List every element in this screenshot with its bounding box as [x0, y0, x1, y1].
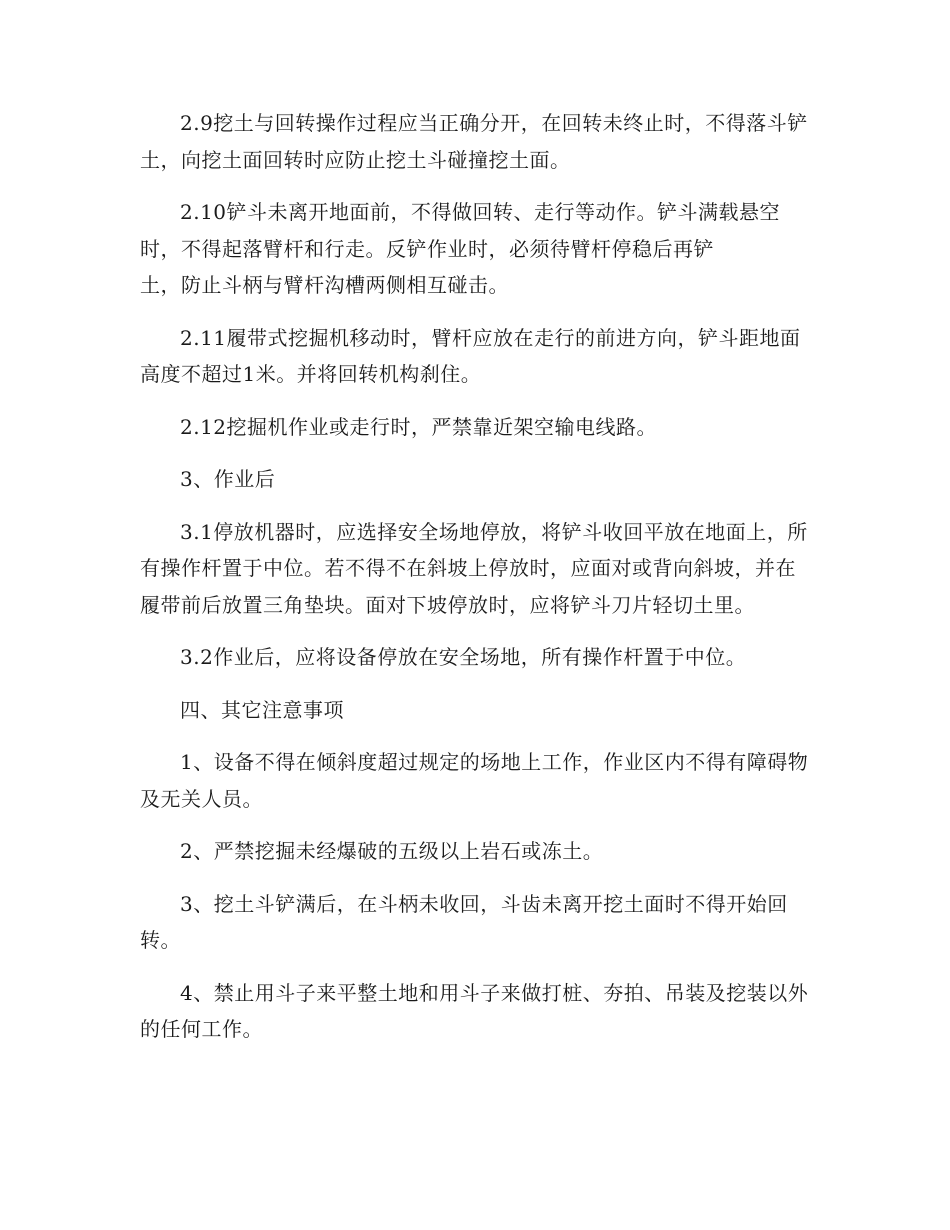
paragraph-3-2: 3.2作业后，应将设备停放在安全场地，所有操作杆置于中位。	[180, 645, 747, 669]
note-item-3: 3、挖土斗铲满后，在斗柄未收回，斗齿未离开挖土面时不得开始回转。	[140, 891, 788, 952]
paragraph-2-12: 2.12挖掘机作业或走行时，严禁靠近架空输电线路。	[180, 414, 658, 439]
paragraph-2-9: 2.9挖土与回转操作过程应当正确分开，在回转未终止时，不得落斗铲土，向挖土面回转时应防止挖土斗碰撞挖土面。	[140, 111, 808, 172]
note-item-1: 1、设备不得在倾斜度超过规定的场地上工作，作业区内不得有障碍物及无关人员。	[140, 750, 809, 811]
section-heading-after-work: 3、作业后	[180, 467, 276, 491]
paragraph-2-10: 2.10铲斗未离开地面前，不得做回转、走行等动作。铲斗满载悬空时，不得起落臂杆和行走。反铲作业时，必须待臂杆停稳后再铲 土，防止斗柄与臂杆沟槽两侧相互碰击。	[140, 200, 781, 297]
paragraph-3-1: 3.1停放机器时，应选择安全场地停放，将铲斗收回平放在地面上，所有操作杆置于中位。若不得不在斜坡上停放时，应面对或背向斜坡，并在履带前后放置三角垫块。面对下坡停放时，应将铲斗刀片轻切土里。	[140, 519, 808, 617]
document-body	[140, 105, 810, 1064]
section-heading-other-notes: 四、其它注意事项	[180, 697, 344, 722]
note-item-4: 4、禁止用斗子来平整土地和用斗子来做打桩、夯拍、吊装及挖装以外的任何工作。	[140, 980, 809, 1041]
paragraph-2-11: 2.11履带式挖掘机移动时，臂杆应放在走行的前进方向，铲斗距地面高度不超过1米。并将回转机构刹住。	[140, 325, 801, 386]
note-item-2: 2、严禁挖掘未经爆破的五级以上岩石或冻土。	[180, 839, 604, 863]
